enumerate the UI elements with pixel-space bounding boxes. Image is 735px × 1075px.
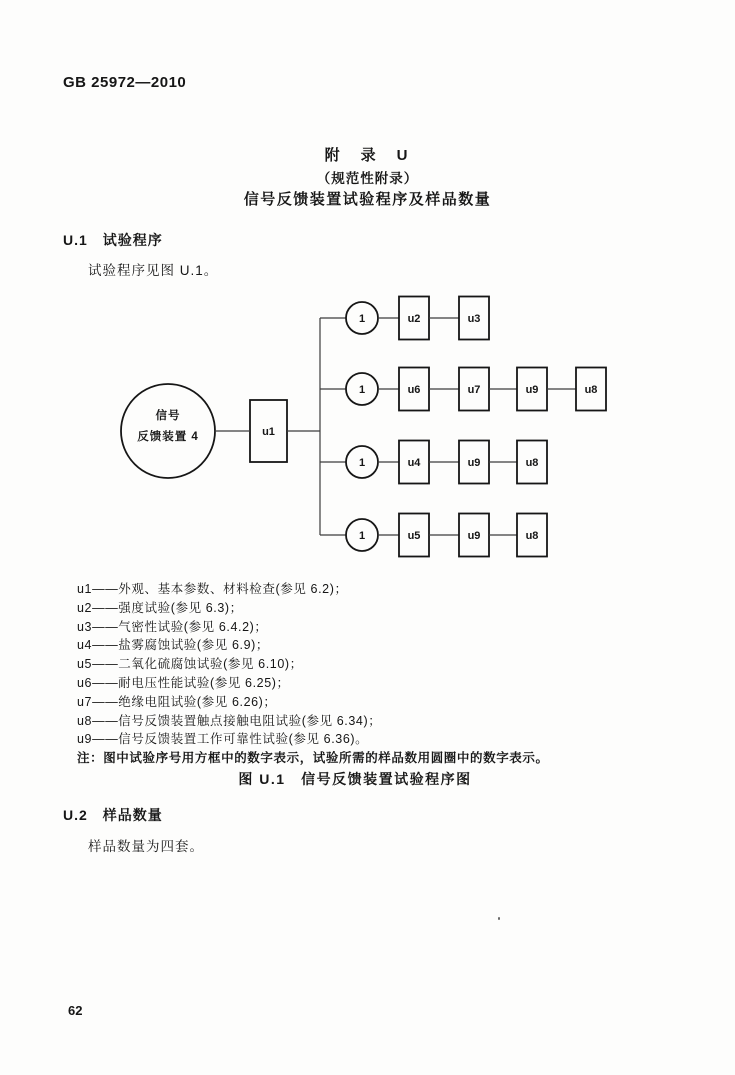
legend-item: u1——外观、基本参数、材料检查(参见 6.2)； (77, 582, 348, 596)
figure-note: 注：图中试验序号用方框中的数字表示，试验所需的样品数用圆圈中的数字表示。 (77, 751, 549, 766)
legend-item: u7——绝缘电阻试验(参见 6.26)； (77, 694, 277, 709)
test-step-label: u4 (407, 457, 421, 469)
appendix-name-title: 信号反馈装置试验程序及样品数量 (243, 191, 492, 208)
test-step-label: u9 (467, 457, 481, 469)
source-device-label-line1: 信号 (155, 410, 181, 422)
sample-count-label: 1 (358, 384, 366, 396)
appendix-subtitle: （规范性附录） (316, 171, 419, 186)
scan-artifact-speck (498, 917, 500, 920)
test-step-label: u9 (467, 530, 481, 542)
test-step-label: u3 (467, 313, 481, 325)
appendix-title: 附 录 U (324, 147, 411, 164)
test-step-label: u6 (407, 384, 421, 396)
legend-item: u3——气密性试验(参见 6.4.2)； (77, 619, 268, 634)
legend-item: u4——盐雾腐蚀试验(参见 6.9)； (77, 638, 269, 653)
sample-count-label: 1 (358, 457, 366, 469)
sample-count-label: 1 (358, 530, 366, 542)
page-number: 62 (68, 1003, 83, 1018)
figure-caption: 图 U.1 信号反馈装置试验程序图 (238, 771, 472, 787)
test-step-label: u2 (407, 313, 421, 325)
root-test-box-label: u1 (262, 426, 275, 438)
legend-item: u6——耐电压性能试验(参见 6.25)； (77, 675, 290, 690)
test-step-label: u5 (407, 530, 421, 542)
test-step-label: u9 (525, 384, 539, 396)
standard-number-header: GB 25972—2010 (63, 74, 187, 91)
section-u2-paragraph: 样品数量为四套。 (88, 839, 204, 854)
test-step-label: u8 (525, 457, 539, 469)
legend-item: u5——二氧化硫腐蚀试验(参见 6.10)； (77, 657, 303, 672)
section-u2-heading: U.2 样品数量 (63, 807, 163, 823)
legend-item: u8——信号反馈装置触点接触电阻试验(参见 6.34)； (77, 713, 382, 728)
source-device-label-line2: 反馈装置 4 (137, 431, 199, 443)
section-u1-heading: U.1 试验程序 (63, 232, 163, 248)
legend-item: u9——信号反馈装置工作可靠性试验(参见 6.36)。 (77, 732, 369, 747)
legend-item: u2——强度试验(参见 6.3)； (77, 600, 243, 615)
test-step-label: u8 (584, 384, 598, 396)
sample-count-label: 1 (358, 313, 366, 325)
section-u1-paragraph: 试验程序见图 U.1。 (88, 263, 219, 278)
figure-legend (77, 580, 549, 768)
test-step-label: u7 (467, 384, 481, 396)
test-step-label: u8 (525, 530, 539, 542)
